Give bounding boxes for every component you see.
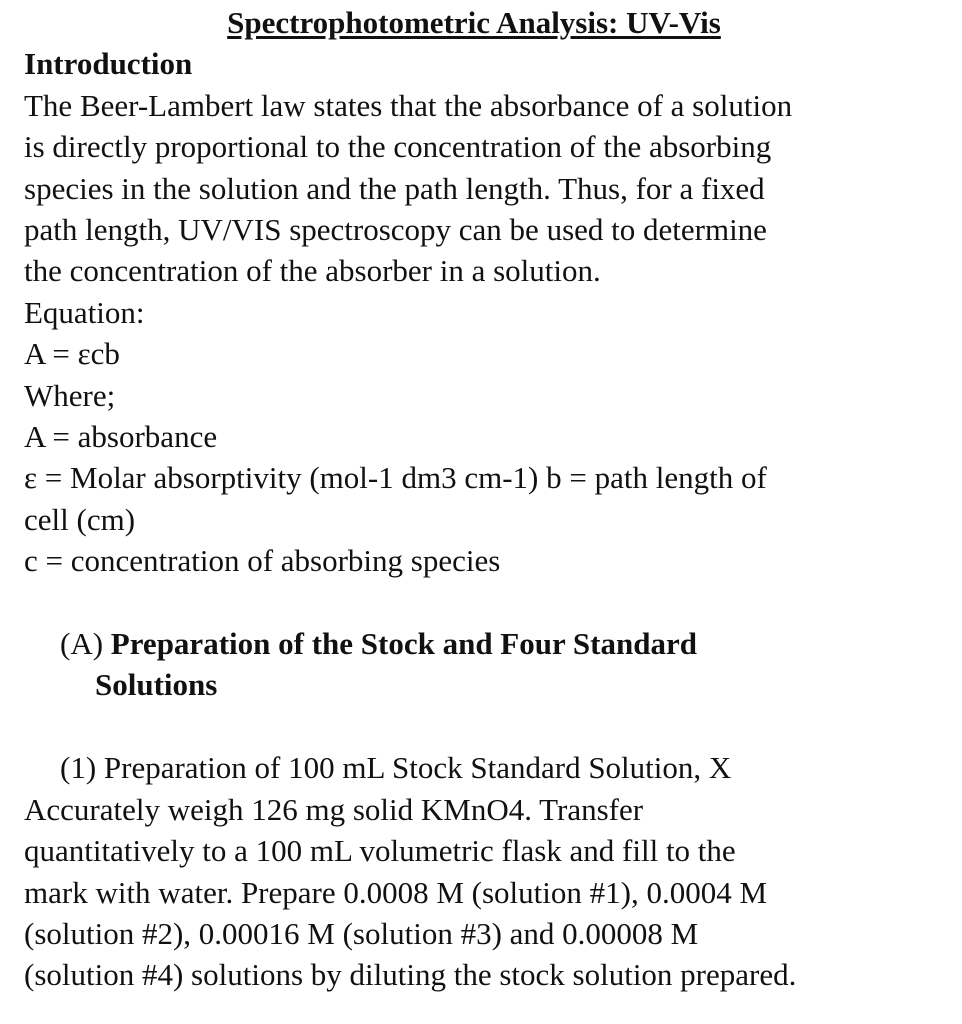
section-a-heading bbox=[24, 623, 944, 706]
section-a-title: Preparation of the Stock and Four Standard bbox=[110, 626, 697, 662]
intro-line: is directly proportional to the concentration of the absorbing bbox=[24, 129, 772, 165]
spacer bbox=[24, 706, 944, 747]
document-page bbox=[24, 2, 944, 996]
intro-heading: Introduction bbox=[24, 46, 193, 82]
step1-line: quantitatively to a 100 mL volumetric flask and fill to the bbox=[24, 833, 736, 869]
definition-molar-absorptivity: ε = Molar absorptivity (mol-1 dm3 cm-1) b = path length of bbox=[24, 460, 767, 496]
section-a-prefix: (A) bbox=[60, 626, 111, 662]
definition-concentration: c = concentration of absorbing species bbox=[24, 543, 501, 579]
definition-molar-absorptivity-cont: cell (cm) bbox=[24, 501, 136, 537]
intro-line: path length, UV/VIS spectroscopy can be used to determine bbox=[24, 212, 767, 248]
step1-line: Accurately weigh 126 mg solid KMnO4. Transfer bbox=[24, 791, 644, 827]
section-a-title-cont: Solutions bbox=[95, 667, 218, 703]
step1-line: (solution #4) solutions by diluting the stock solution prepared. bbox=[24, 957, 797, 993]
equation-label: Equation: bbox=[24, 294, 145, 330]
spacer bbox=[24, 582, 944, 623]
step1-title: (1) Preparation of 100 mL Stock Standard Solution, X bbox=[60, 750, 732, 786]
intro-line: species in the solution and the path length. Thus, for a fixed bbox=[24, 170, 765, 206]
equation: A = εcb bbox=[24, 336, 120, 372]
definition-absorbance: A = absorbance bbox=[24, 419, 218, 455]
document-title: Spectrophotometric Analysis: UV-Vis bbox=[227, 5, 721, 40]
intro-line: the concentration of the absorber in a solution. bbox=[24, 253, 601, 289]
where-label: Where; bbox=[24, 377, 116, 413]
step1-line: mark with water. Prepare 0.0008 M (solution #1), 0.0004 M bbox=[24, 874, 768, 910]
intro-paragraph bbox=[24, 85, 944, 292]
step1-line: (solution #2), 0.00016 M (solution #3) and 0.00008 M bbox=[24, 915, 699, 951]
intro-line: The Beer-Lambert law states that the absorbance of a solution bbox=[24, 87, 793, 123]
step1-paragraph bbox=[24, 747, 944, 995]
